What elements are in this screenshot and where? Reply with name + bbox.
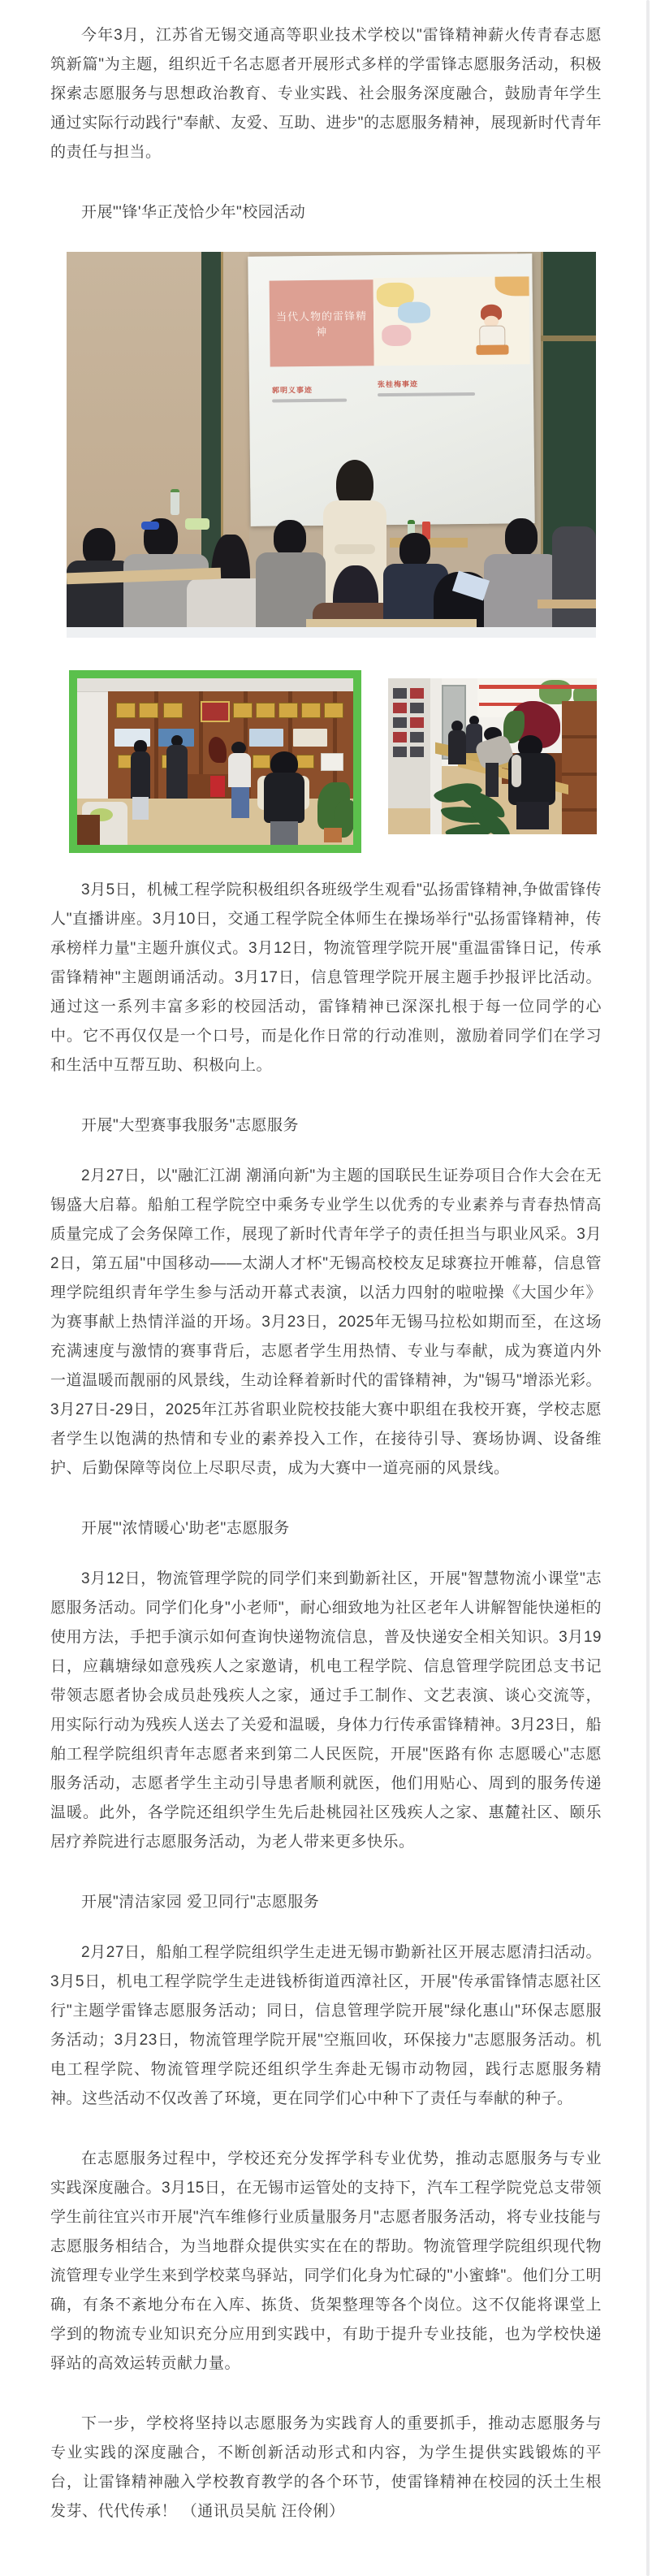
wall-photo <box>393 732 407 742</box>
slide-item-1-subtext <box>272 399 347 403</box>
paragraph-elder-care: 3月12日，物流管理学院的同学们来到勤新社区，开展"智慧物流小课堂"志愿服务活动。同学们化身"小老师"，耐心细致地为社区老年人讲解智能快递柜的使用方法，手把手演示如何查询快递物流信息，普及快递安全相关知识。3月19日，应藕塘绿如意残疾人之家邀请，机电工程学院、信息管理学院团总支书记带领志愿者协会成员赴残疾人之家，通过手工制作、文艺表演、谈心交流等，用实际行动为残疾人送去了关爱和温暖，身体力行传承雷锋精神。3月23日，船舶工程学院组织青年志愿者来到第二人民医院，开展"医路有你 志愿暖心"志愿服务活动，志愿者学生主动引导患者顺利就医，他们用贴心、周到的服务传递温暖。此外，各学院还组织学生先后赴桃园社区残疾人之家、惠麓社区、颐乐居疗养院进行志愿服务活动，为老人带来更多快乐。 <box>50 1570 602 1851</box>
desk <box>538 600 596 608</box>
cartoon-wheelbarrow <box>476 344 508 354</box>
shelf-line <box>562 773 597 776</box>
volunteer-legs <box>132 797 149 820</box>
volunteer-dark-vest <box>264 773 304 823</box>
section-heading-clean-home: 开展"清洁家园 爱卫同行"志愿服务 <box>81 1894 320 1911</box>
award-plaque <box>301 703 321 718</box>
wall-photo <box>393 688 407 699</box>
pencil-case <box>141 522 159 530</box>
volunteer-reaching <box>166 745 188 799</box>
award-plaque <box>116 703 136 718</box>
books <box>293 729 327 747</box>
photo-classroom-lecture <box>67 252 596 638</box>
slide-item-1: 郭明义事迹 <box>271 386 313 395</box>
wall-column <box>430 678 442 834</box>
award-plaque <box>279 703 298 718</box>
collage-shape <box>382 325 411 346</box>
paragraph-intro: 今年3月，江苏省无锡交通高等职业技术学校以"雷锋精神薪火传青春志愿筑新篇"为主题，组织近千名志愿者开展形式多样的学雷锋志愿服务活动，积极探索志愿服务与思想政治教育、专业实践、社会服务深度融合，鼓励青年学生通过实际行动践行"奉献、友爱、互助、进步"的志愿服务精神，展现新时代青年的责任与担当。 <box>50 27 602 161</box>
tissue-pack <box>185 518 209 530</box>
section-heading-campus-activities: 开展"'锋'华正茂恰少年"校园活动 <box>81 204 306 221</box>
photo-row-volunteer-service <box>50 670 602 853</box>
student-head <box>274 520 306 556</box>
section-heading-event-service: 开展"大型赛事我服务"志愿服务 <box>81 1117 299 1134</box>
scrollbar-track[interactable] <box>646 0 650 2576</box>
section-heading-elder-care: 开展"'浓情暖心'助老"志愿服务 <box>81 1520 290 1537</box>
paragraph-professional-practice: 在志愿服务过程中，学校还充分发挥学科专业优势，推动志愿服务与专业实践深度融合。3月15日，在无锡市运管处的支持下，汽车工程学院党总支带领学生前往宜兴市开展"汽车维修行业质量服务月"志愿者服务活动，将专业技能与志愿服务相结合，为当地群众提供实实在在的帮助。物流管理学院组织现代物流管理专业学生来到学校菜鸟驿站，同学们化身为忙碌的"小蜜蜂"。他们分工明确，有条不紊地分布在入库、拣货、货架整理等各个岗位。这不仅能将课堂上学到的物流专业知识充分应用到实践中，有助于提升专业技能，也为学校快递驿站的高效运转贡献力量。 <box>50 2150 602 2372</box>
student-grey-sweater <box>484 554 559 638</box>
shelf-line <box>562 808 597 812</box>
photo-bottom-band <box>67 627 596 638</box>
student-head <box>505 518 538 556</box>
paragraph-event-service: 2月27日，以"融汇江湖 潮涌向新"为主题的国联民生证券项目合作大会在无锡盛大启幕。船舶工程学院空中乘务专业学生以优秀的专业素养与青春热情高质量完成了会务保障工作，展现了新时代青年学子的责任担当与职业风采。3月2日，第五届"中国移动——太湖人才杯"无锡高校校友足球赛拉开帷幕，信息管理学院组织青年学生参与活动开幕式表演，以活力四射的啦啦操《大国少年》为赛事献上热情洋溢的开场。3月23日，2025年无锡马拉松如期而至，在这场充满速度与激情的赛事背后，志愿者学生用热情、专业与奉献，成为赛道内外一道温暖而靓丽的风景线，生动诠释着新时代的雷锋精神，为"锡马"增添光彩。3月27日-29日，2025年江苏省职业院校技能大赛中职组在我校开赛，学校志愿者学生以饱满的热情和专业的素养投入工作，在接待引导、赛场协调、设备维护、后勤保障等岗位上尽职尽责，成为大赛中一道亮丽的风景线。 <box>50 1167 602 1477</box>
chalkboard-rail <box>541 336 596 341</box>
award-plaque <box>296 755 314 768</box>
paragraph-campus-activities: 3月5日，机械工程学院积极组织各班级学生观看"弘扬雷锋精神,争做雷锋传人"直播讲座。3月10日，交通工程学院全体师生在操场举行"弘扬雷锋精神，传承榜样力量"主题升旗仪式。3月12日，物流管理学院开展"重温雷锋日记，传承雷锋精神"主题朗诵活动。3月17日，信息管理学院开展主题手抄报评比活动。通过这一系列丰富多彩的校园活动，雷锋精神已深深扎根于每一位同学的心中。它不再仅仅是一个口号，而是化作日常的行动准则，激励着同学们在学习和生活中互帮互助、积极向上。 <box>50 881 602 1074</box>
award-plaque-large <box>201 701 230 722</box>
bookshelf <box>562 701 597 834</box>
wall-photo <box>410 747 424 757</box>
wall-photo <box>410 717 424 728</box>
volunteer-legs <box>486 763 499 797</box>
photo-honor-room-cleaning <box>69 670 361 853</box>
slide-illustration <box>373 276 530 366</box>
wall-photo <box>410 732 424 742</box>
volunteer-legs <box>516 802 549 829</box>
side-table <box>77 815 100 845</box>
wall-photo <box>393 717 407 728</box>
photo-exhibit-room-desks <box>388 678 597 834</box>
slide-title: 当代人物的雷锋精神 <box>275 310 368 338</box>
award-plaque <box>233 703 253 718</box>
wall-photo <box>410 703 424 713</box>
award-plaque <box>139 703 158 718</box>
volunteer <box>131 751 150 799</box>
volunteer-white-puffer <box>228 753 251 787</box>
wall-photo <box>393 747 407 757</box>
award-plaque <box>253 755 270 768</box>
wall-photo <box>393 703 407 713</box>
presenter-arm <box>335 544 375 554</box>
paragraph-conclusion-byline: 下一步，学校将坚持以志愿服务为实践育人的重要抓手，推动志愿服务与专业实践的深度融合，不断创新活动形式和内容，为学生提供实践锻炼的平台，让雷锋精神融入学校教育教学的各个环节，使雷锋精神在校园的沃土生根发芽、代代传承！ （通讯员吴航 汪伶俐） <box>50 2415 602 2520</box>
certificate <box>321 753 343 771</box>
volunteer-pants <box>270 821 298 845</box>
award-plaque <box>163 703 183 718</box>
red-calendar <box>210 776 225 797</box>
ceiling <box>77 678 353 692</box>
student-head <box>399 533 430 567</box>
books <box>249 729 283 747</box>
collage-shape <box>495 276 529 296</box>
plant-pot <box>324 828 342 842</box>
student-plaid-shirt <box>552 526 596 638</box>
slide-item-2-subtext <box>378 392 475 396</box>
shelf-line <box>562 735 597 738</box>
volunteer <box>448 730 466 764</box>
slide-title-panel <box>270 279 374 366</box>
hood-trim <box>512 755 521 787</box>
award-plaque <box>256 703 275 718</box>
projector-screen <box>248 253 534 526</box>
award-plaque <box>324 703 343 718</box>
volunteer-jeans <box>231 787 249 818</box>
collage-shape <box>398 301 430 323</box>
paragraph-clean-home: 2月27日，船舶工程学院组织学生走进无锡市勤新社区开展志愿清扫活动。3月5日，机电工程学院学生走进钱桥街道西漳社区，开展"传承雷锋情志愿社区行"主题学雷锋志愿服务活动；同日，信息管理学院开展"绿化惠山"环保志愿服务活动；3月23日，物流管理学院开展"空瓶回收，环保接力"志愿服务活动。机电工程学院、物流管理学院还组织学生奔赴无锡市动物园，践行志愿服务精神。这些活动不仅改善了环境，更在同学们心中种下了责任与奉献的种子。 <box>50 1944 602 2107</box>
slide-item-2: 张桂梅事迹 <box>377 379 418 389</box>
window-red-trim <box>479 685 597 689</box>
water-bottle <box>171 489 179 515</box>
wall-photo <box>410 688 424 699</box>
